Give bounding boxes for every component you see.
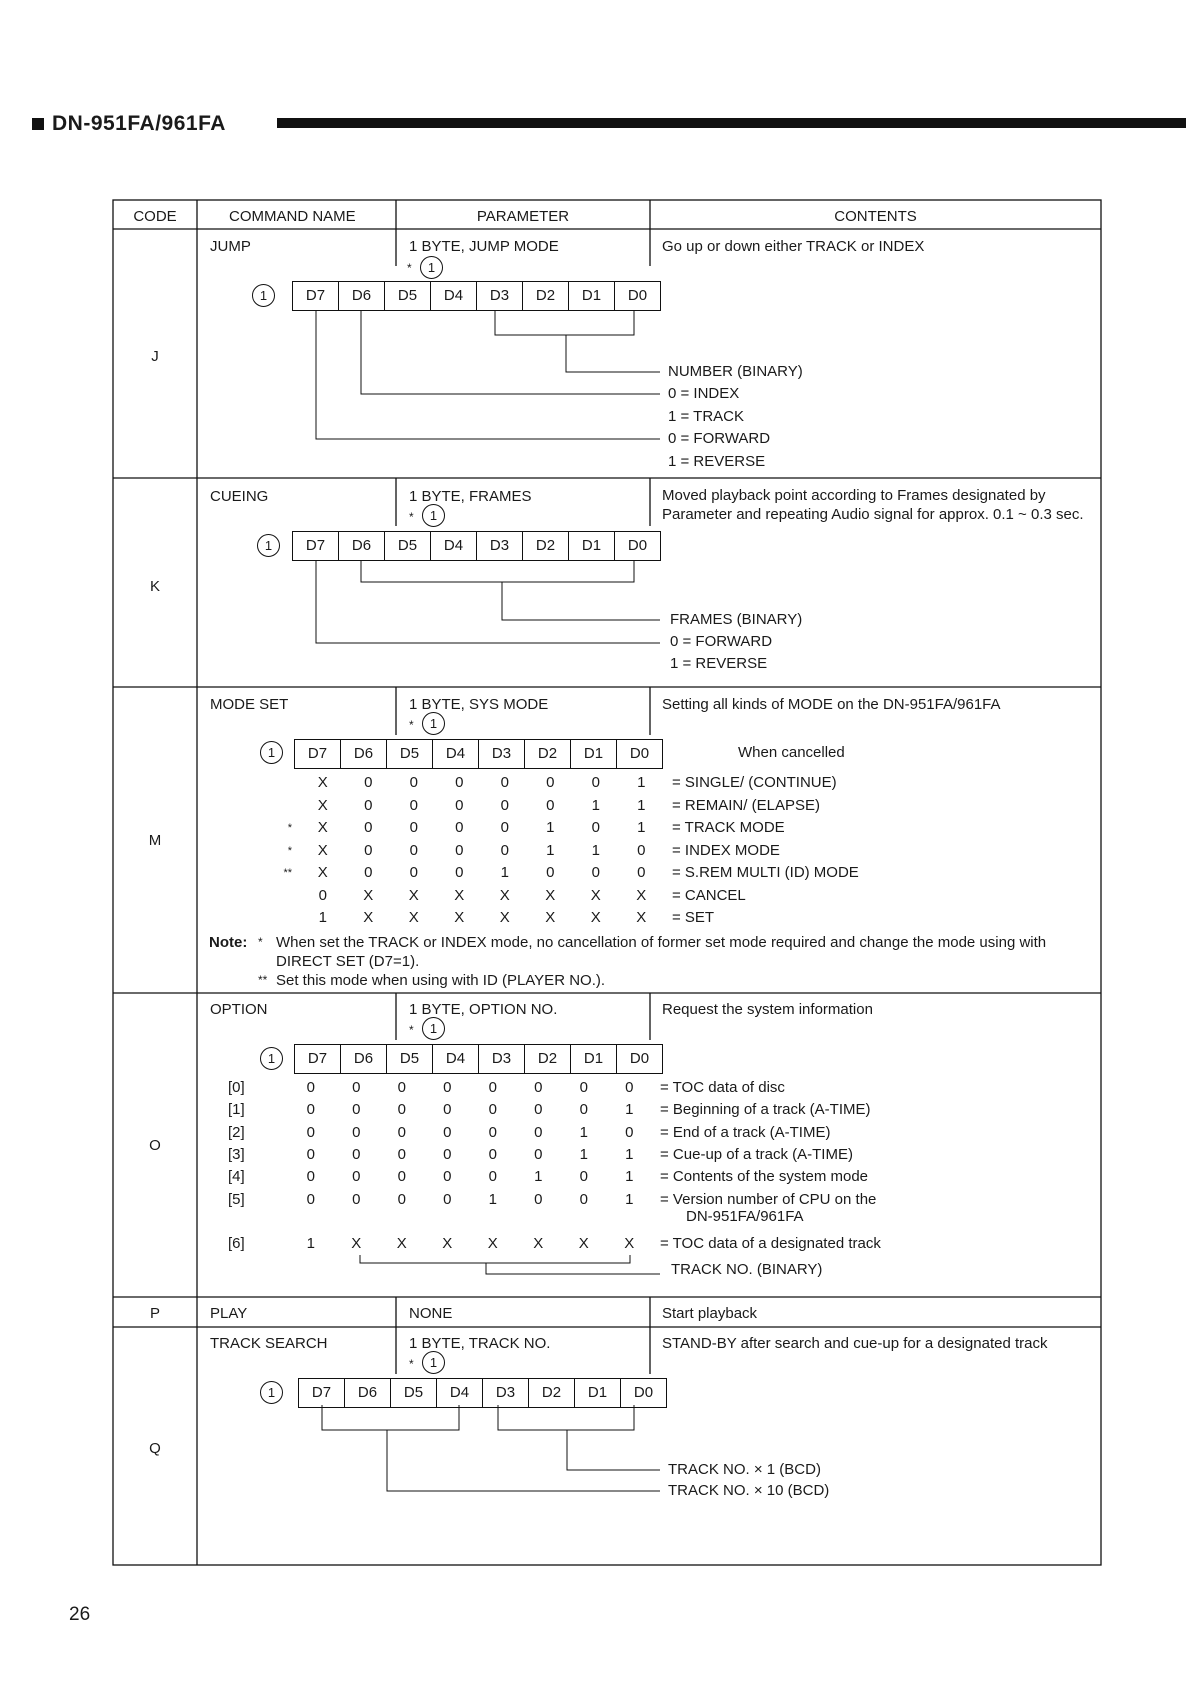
bit-value: 0 <box>352 1191 361 1208</box>
bit-value: 0 <box>364 796 373 814</box>
bit-value: 0 <box>397 1191 406 1208</box>
option-desc: = Contents of the system mode <box>660 1168 869 1185</box>
model-title: DN-951FA/961FA <box>52 112 226 135</box>
bit-value: 1 <box>546 819 555 836</box>
bit-value: X <box>590 886 601 904</box>
bit-value: X <box>351 1235 362 1252</box>
bit-value: X <box>408 886 419 904</box>
option-number: [0] <box>228 1079 245 1096</box>
mode-desc: = SINGLE/ (CONTINUE) <box>672 774 837 791</box>
bit-value: 1 <box>591 841 600 859</box>
bit-value: 1 <box>625 1146 634 1163</box>
bit-value: 0 <box>579 1168 588 1185</box>
bit-value: 0 <box>443 1146 452 1163</box>
mode-desc: = SET <box>672 909 715 926</box>
bit-value: 0 <box>546 864 555 881</box>
command-track-search: TRACK SEARCH <box>210 1335 328 1352</box>
label-number-binary: NUMBER (BINARY) <box>668 363 803 380</box>
note-1-line2: DIRECT SET (D7=1). <box>276 953 420 970</box>
contents-track-search: STAND-BY after search and cue-up for a designated track <box>662 1335 1048 1352</box>
circled-one-icon: 1 <box>260 1381 283 1404</box>
param-mode-set: 1 BYTE, SYS MODE <box>409 696 549 713</box>
bit-value: X <box>442 1235 453 1252</box>
contents-option: Request the system information <box>662 1001 873 1018</box>
bit-value: 0 <box>546 774 555 791</box>
bit-value: 0 <box>579 1079 588 1096</box>
bit-value: 0 <box>534 1146 543 1163</box>
command-jump: JUMP <box>210 238 251 255</box>
contents-play: Start playback <box>662 1305 758 1322</box>
mode-set-row <box>232 795 820 817</box>
bit-value: 0 <box>579 1101 588 1118</box>
bit-value: X <box>499 886 510 904</box>
mode-desc: = CANCEL <box>672 886 746 904</box>
bit-value: X <box>317 796 328 814</box>
bit-value: 0 <box>352 1146 361 1163</box>
option-row <box>228 1099 871 1121</box>
bit-value: 0 <box>534 1191 543 1208</box>
bit-value: 1 <box>546 841 555 859</box>
bit-value: 0 <box>488 1146 497 1163</box>
mode-desc: = INDEX MODE <box>672 841 780 859</box>
bit-value: 0 <box>409 841 418 859</box>
bit-value: 1 <box>637 819 646 836</box>
note-1-line1: When set the TRACK or INDEX mode, no cancellation of former set mode required and change the mode using with <box>276 934 1047 951</box>
bit-value: 0 <box>455 864 464 881</box>
bit-value: X <box>545 886 556 904</box>
bit-value: 0 <box>443 1168 452 1185</box>
mode-set-row <box>232 772 837 794</box>
bit-value: 0 <box>409 819 418 836</box>
bit-value: 0 <box>306 1168 315 1185</box>
bit-value: 0 <box>591 774 600 791</box>
star-mark: * <box>258 935 263 949</box>
circled-one-icon: 1 <box>260 741 283 764</box>
page-number: 26 <box>69 1604 91 1625</box>
bit-value: 0 <box>443 1124 452 1141</box>
bit-header-m: D7 D6 D5 D4 D3 D2 D1 D0 <box>294 739 663 769</box>
bit-value: 0 <box>579 1191 588 1208</box>
bit-value: X <box>578 1235 589 1252</box>
bit-value: 0 <box>546 796 555 814</box>
option-number: [2] <box>228 1124 245 1141</box>
bit-value: 0 <box>306 1079 315 1096</box>
bit-value: 0 <box>488 1101 497 1118</box>
option-row <box>228 1144 853 1166</box>
bit-value: X <box>317 819 328 836</box>
star-mark: * <box>409 1357 414 1371</box>
circled-one-icon: 1 <box>257 534 280 557</box>
bit-value: 0 <box>364 864 373 881</box>
bit-value: X <box>396 1235 407 1252</box>
code-o: O <box>149 1137 161 1154</box>
bit-value: 0 <box>409 796 418 814</box>
code-m: M <box>148 832 162 849</box>
param-play: NONE <box>409 1305 453 1322</box>
bit-value: 0 <box>591 864 600 881</box>
option-number: [6] <box>228 1235 245 1252</box>
mode-desc: = S.REM MULTI (ID) MODE <box>672 864 859 881</box>
bit-value: 0 <box>443 1079 452 1096</box>
bit-value: 0 <box>397 1146 406 1163</box>
bit-value: 0 <box>318 886 327 904</box>
note-label: Note: <box>209 934 248 951</box>
code-j: J <box>151 348 159 365</box>
option-number: [5] <box>228 1191 245 1208</box>
bit-value: X <box>363 909 374 926</box>
label-forward: 0 = FORWARD <box>670 633 773 650</box>
bit-value: 0 <box>637 841 646 859</box>
bit-value: X <box>317 864 328 881</box>
bit-value: X <box>408 909 419 926</box>
mode-set-row <box>232 840 780 862</box>
header-code: CODE <box>133 208 177 225</box>
contents-jump: Go up or down either TRACK or INDEX <box>662 238 925 255</box>
label-track-no-x10: TRACK NO. × 10 (BCD) <box>668 1482 830 1499</box>
star-mark: * <box>407 261 412 275</box>
bit-value: 0 <box>443 1191 452 1208</box>
bit-value: 0 <box>443 1101 452 1118</box>
mode-mark <box>232 795 300 817</box>
mode-mark <box>232 772 300 794</box>
mode-mark: * <box>287 822 292 834</box>
bit-value: 1 <box>637 796 646 814</box>
contents-cueing-1: Moved playback point according to Frames designated by <box>662 487 1046 504</box>
double-star-mark: ** <box>258 973 268 987</box>
bit-value: 0 <box>500 841 509 859</box>
label-index: 0 = INDEX <box>668 385 740 402</box>
bit-value: 0 <box>455 841 464 859</box>
label-track-no-binary: TRACK NO. (BINARY) <box>671 1261 823 1278</box>
command-cueing: CUEING <box>210 488 269 505</box>
circled-one-icon: 1 <box>252 284 275 307</box>
label-reverse: 1 = REVERSE <box>668 453 766 470</box>
option-row <box>228 1122 830 1144</box>
option-desc-continued: DN-951FA/961FA <box>686 1208 804 1225</box>
bit-value: 0 <box>397 1079 406 1096</box>
option-number: [3] <box>228 1146 245 1163</box>
bit-value: 1 <box>318 909 327 926</box>
mode-mark: * <box>287 844 292 857</box>
bit-value: 0 <box>352 1079 361 1096</box>
option-desc: = Version number of CPU on the <box>660 1191 877 1208</box>
note-2: Set this mode when using with ID (PLAYER NO.). <box>276 972 606 989</box>
bit-value: 0 <box>364 819 373 836</box>
bit-value: 0 <box>306 1124 315 1141</box>
mode-set-row <box>232 907 714 929</box>
bit-value: 0 <box>306 1101 315 1118</box>
bit-value: X <box>636 886 647 904</box>
bit-value: X <box>545 909 556 926</box>
label-forward: 0 = FORWARD <box>668 430 771 447</box>
bit-value: 0 <box>534 1079 543 1096</box>
code-p: P <box>149 1305 160 1322</box>
bit-value: 1 <box>579 1146 588 1163</box>
bit-value: 0 <box>500 796 509 814</box>
label-frames-binary: FRAMES (BINARY) <box>670 611 803 628</box>
bit-value: 0 <box>364 774 373 791</box>
bit-value: 0 <box>364 841 373 859</box>
bit-value: 1 <box>625 1191 634 1208</box>
bit-value: 0 <box>488 1124 497 1141</box>
bit-value: 0 <box>352 1168 361 1185</box>
bit-value: 0 <box>352 1124 361 1141</box>
option-row <box>228 1077 785 1099</box>
bit-value: X <box>454 886 465 904</box>
command-mode-set: MODE SET <box>210 696 289 713</box>
circled-one-icon: 1 <box>422 1017 445 1040</box>
bit-value: X <box>624 1235 635 1252</box>
bit-header-o: D7 D6 D5 D4 D3 D2 D1 D0 <box>294 1044 663 1074</box>
bit-value: 1 <box>500 864 509 881</box>
option-number: [1] <box>228 1101 245 1118</box>
circled-one-icon: 1 <box>422 504 445 527</box>
mode-mark <box>232 907 300 929</box>
bit-value: 0 <box>500 774 509 791</box>
bit-header-q: D7 D6 D5 D4 D3 D2 D1 D0 <box>298 1378 667 1408</box>
bit-value: X <box>363 886 374 904</box>
param-track-search: 1 BYTE, TRACK NO. <box>409 1335 551 1352</box>
bit-value: 0 <box>352 1101 361 1118</box>
bit-value: 0 <box>500 819 509 836</box>
label-reverse: 1 = REVERSE <box>670 655 768 672</box>
option-desc: = Beginning of a track (A-TIME) <box>660 1101 871 1118</box>
mode-set-row <box>232 862 859 884</box>
bit-value: 1 <box>625 1168 634 1185</box>
bit-value: 1 <box>534 1168 543 1185</box>
bit-value: X <box>317 774 328 791</box>
bit-value: 0 <box>534 1101 543 1118</box>
bit-value: X <box>499 909 510 926</box>
bit-value: 0 <box>306 1191 315 1208</box>
option-row <box>228 1233 881 1255</box>
bit-header-j: D7 D6 D5 D4 D3 D2 D1 D0 <box>292 281 661 311</box>
bit-value: 0 <box>455 819 464 836</box>
bit-value: 0 <box>488 1168 497 1185</box>
bit-value: 1 <box>591 796 600 814</box>
bit-value: X <box>487 1235 498 1252</box>
option-desc: = End of a track (A-TIME) <box>660 1124 831 1141</box>
bit-value: 0 <box>534 1124 543 1141</box>
bit-value: X <box>533 1235 544 1252</box>
label-track-no-x1: TRACK NO. × 1 (BCD) <box>668 1461 821 1478</box>
bit-value: 0 <box>397 1168 406 1185</box>
option-desc: = TOC data of disc <box>660 1079 785 1096</box>
bit-value: 0 <box>637 864 646 881</box>
header-contents: CONTENTS <box>834 208 917 225</box>
star-mark: * <box>409 718 414 732</box>
circled-one-icon: 1 <box>422 1351 445 1374</box>
mode-mark <box>232 885 300 907</box>
bit-value: 0 <box>409 774 418 791</box>
bit-value: 0 <box>455 796 464 814</box>
bit-value: 0 <box>409 864 418 881</box>
circled-one-icon: 1 <box>260 1047 283 1070</box>
bit-header-k: D7 D6 D5 D4 D3 D2 D1 D0 <box>292 531 661 561</box>
bit-value: 0 <box>397 1124 406 1141</box>
bit-value: 1 <box>637 774 646 791</box>
when-cancelled: When cancelled <box>738 744 845 761</box>
bit-value: 0 <box>306 1146 315 1163</box>
option-desc: = TOC data of a designated track <box>660 1235 881 1252</box>
bit-value: X <box>454 909 465 926</box>
param-cueing: 1 BYTE, FRAMES <box>409 488 532 505</box>
param-option: 1 BYTE, OPTION NO. <box>409 1001 558 1018</box>
mode-desc: = REMAIN/ (ELAPSE) <box>672 796 820 814</box>
contents-mode-set: Setting all kinds of MODE on the DN-951FA/961FA <box>662 696 1001 713</box>
bit-value: 1 <box>306 1235 315 1252</box>
bit-value: X <box>590 909 601 926</box>
bit-value: 0 <box>625 1124 634 1141</box>
bit-value: 0 <box>455 774 464 791</box>
label-track: 1 = TRACK <box>668 408 745 425</box>
contents-cueing-2: Parameter and repeating Audio signal for approx. 0.1 ~ 0.3 sec. <box>662 506 1084 523</box>
bit-value: 1 <box>625 1101 634 1118</box>
mode-mark: ** <box>283 867 292 879</box>
code-k: K <box>149 578 160 595</box>
option-number: [4] <box>228 1168 245 1185</box>
code-q: Q <box>149 1440 161 1457</box>
command-play: PLAY <box>210 1305 248 1322</box>
mode-desc: = TRACK MODE <box>672 819 785 836</box>
bit-value: X <box>636 909 647 926</box>
bit-value: 0 <box>591 819 600 836</box>
bit-value: 1 <box>579 1124 588 1141</box>
circled-one-icon: 1 <box>420 256 443 279</box>
command-option: OPTION <box>210 1001 268 1018</box>
star-mark: * <box>409 510 414 524</box>
option-row <box>228 1166 868 1188</box>
bit-value: 0 <box>488 1079 497 1096</box>
option-desc: = Cue-up of a track (A-TIME) <box>660 1146 853 1163</box>
bit-value: 1 <box>488 1191 497 1208</box>
bit-value: X <box>317 841 328 859</box>
header-parameter: PARAMETER <box>476 208 570 225</box>
star-mark: * <box>409 1023 414 1037</box>
bit-value: 0 <box>625 1079 634 1096</box>
circled-one-icon: 1 <box>422 712 445 735</box>
param-jump: 1 BYTE, JUMP MODE <box>409 238 559 255</box>
header-command: COMMAND NAME <box>229 208 356 225</box>
bit-value: 0 <box>397 1101 406 1118</box>
mode-set-row <box>232 817 785 839</box>
mode-set-row <box>232 885 746 907</box>
